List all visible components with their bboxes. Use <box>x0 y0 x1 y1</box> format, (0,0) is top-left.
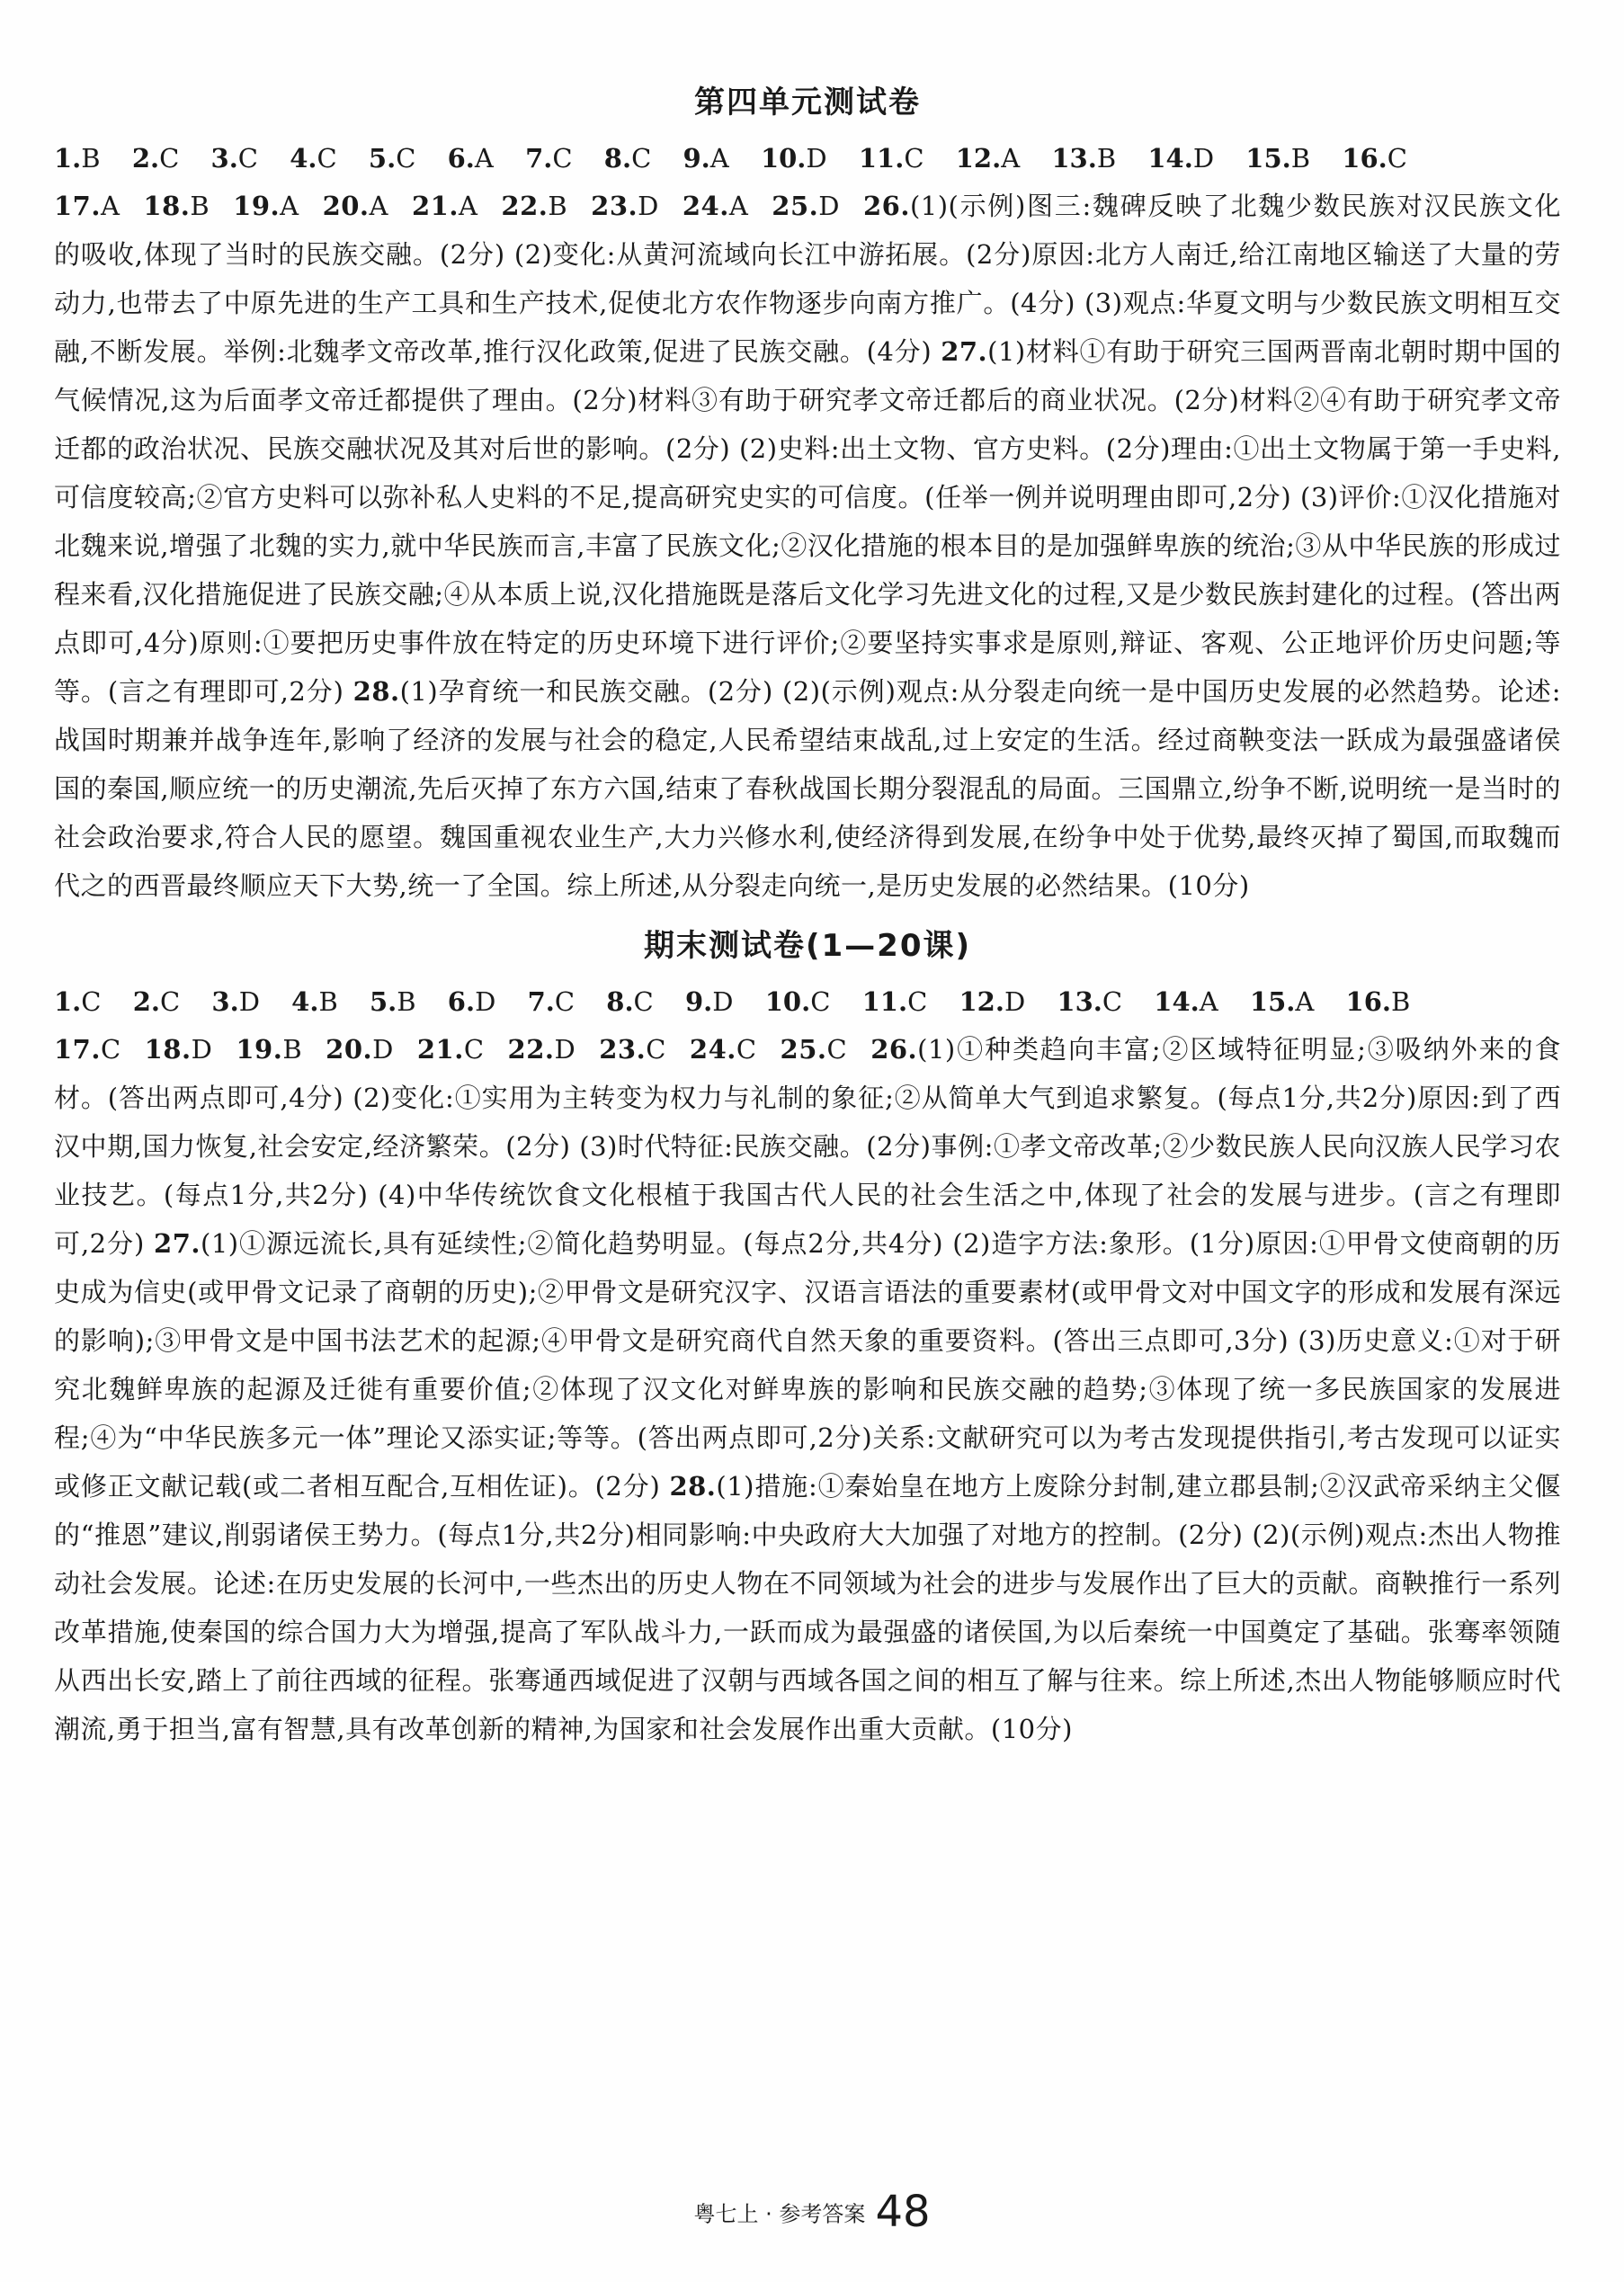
answer-text-q26: (1)(示例)图三:魏碑反映了北魏少数民族对汉民族文化的吸收,体现了当时的民族交融。(2分) (2)变化:从黄河流域向长江中游拓展。(2分)原因:北方人南迁,给江南地区输送了大量的劳动力,也带去了中原先进的生产工具和生产技术,促使北方农作物逐步向南方推广。(4分) (3)观点:华夏文明与少数民族文明相互交融,不断发展。举例:北魏孝文帝改革,推行汉化政策,促进了民族交融。(4分) <box>54 191 1561 367</box>
mc-answer: 12.A <box>955 143 1021 174</box>
mc-answer: 22.D <box>507 1034 576 1065</box>
mc-answer: 5.B <box>369 986 416 1017</box>
answers-final-body <box>54 1025 1561 1753</box>
mc-answer: 6.A <box>447 143 494 174</box>
mc-answer: 1.B <box>54 143 101 174</box>
mc-answer: 21.A <box>411 191 478 221</box>
mc-answer: 21.C <box>416 1034 485 1065</box>
section-title-unit4: 第四单元测试卷 <box>694 85 921 120</box>
mc-answer: 3.C <box>210 143 258 174</box>
mc-answer: 15.A <box>1249 986 1315 1017</box>
mc-answer: 10.D <box>760 143 827 174</box>
mc-answer: 19.B <box>236 1034 303 1065</box>
footer-label: 粤七上 · 参考答案 <box>693 2201 866 2227</box>
mc-answer: 16.C <box>1342 143 1407 174</box>
answer-text-q26: (1)①种类趋向丰富;②区域特征明显;③吸纳外来的食材。(答出两点即可,4分) (2)变化:①实用为主转变为权力与礼制的象征;②从简单大气到追求繁复。(每点1分,共2分)原因:到了西汉中期,国力恢复,社会安定,经济繁荣。(2分) (3)时代特征:民族交融。(2分)事例:①孝文帝改革;②少数民族人民向汉族人民学习农业技艺。(每点1分,共2分) (4)中华传统饮食文化根植于我国古代人民的社会生活之中,体现了社会的发展与进步。(言之有理即可,2分) <box>54 1034 1561 1259</box>
mc-answer: 13.B <box>1051 143 1117 174</box>
mc-answer: 11.C <box>858 143 924 174</box>
mc-answer: 15.B <box>1245 143 1311 174</box>
question-number: 27. <box>154 1228 201 1259</box>
mc-answer: 24.A <box>682 191 749 221</box>
page-footer <box>0 2187 1624 2237</box>
mc-answer: 25.D <box>772 191 840 221</box>
mc-answer: 1.C <box>54 986 102 1017</box>
mc-answer: 9.A <box>683 143 729 174</box>
mc-answer: 23.D <box>591 191 659 221</box>
mc-answer: 17.C <box>54 1034 121 1065</box>
mc-answers-unit4-row1 <box>54 135 1561 182</box>
mc-answer: 18.B <box>143 191 210 221</box>
answer-block-unit4 <box>54 182 1561 910</box>
mc-answer: 2.C <box>131 143 180 174</box>
mc-answer: 17.A <box>54 191 120 221</box>
mc-answer: 23.C <box>599 1034 666 1065</box>
mc-answer: 7.C <box>527 986 576 1017</box>
mc-answer: 3.D <box>211 986 260 1017</box>
mc-answer: 6.D <box>447 986 496 1017</box>
answer-text-q27: (1)材料①有助于研究三国两晋南北朝时期中国的气候情况,这为后面孝文帝迁都提供了理由。(2分)材料③有助于研究孝文帝迁都后的商业状况。(2分)材料②④有助于研究孝文帝迁都的政治状况、民族交融状况及其对后世的影响。(2分) (2)史料:出土文物、官方史料。(2分)理由:①出土文物属于第一手史料,可信度较高;②官方史料可以弥补私人史料的不足,提高研究史实的可信度。(任举一例并说明理由即可,2分) (3)评价:①汉化措施对北魏来说,增强了北魏的实力,就中华民族而言,丰富了民族文化;②汉化措施的根本目的是加强鲜卑族的统治;③从中华民族的形成过程来看,汉化措施促进了民族交融;④从本质上说,汉化措施既是落后文化学习先进文化的过程,又是少数民族封建化的过程。(答出两点即可,4分)原则:①要把历史事件放在特定的历史环境下进行评价;②要坚持实事求是原则,辩证、客观、公正地评价历史问题;等等。(言之有理即可,2分) <box>54 336 1561 707</box>
answer-text-q28: (1)措施:①秦始皇在地方上废除分封制,建立郡县制;②汉武帝采纳主父偃的“推恩”建议,削弱诸侯王势力。(每点1分,共2分)相同影响:中央政府大大加强了对地方的控制。(2分) (2)(示例)观点:杰出人物推动社会发展。论述:在历史发展的长河中,一些杰出的历史人物在不同领域为社会的进步与发展作出了巨大的贡献。商鞅推行一系列改革措施,使秦国的综合国力大为增强,提高了军队战斗力,一跃而成为最强盛的诸侯国,为以后秦统一中国奠定了基础。张骞率领随从西出长安,踏上了前往西域的征程。张骞通西域促进了汉朝与西域各国之间的相互了解与往来。综上所述,杰出人物能够顺应时代潮流,勇于担当,富有智慧,具有改革创新的精神,为国家和社会发展作出重大贡献。(10分) <box>54 1471 1562 1744</box>
answer-text-q28: (1)孕育统一和民族交融。(2分) (2)(示例)观点:从分裂走向统一是中国历史发展的必然趋势。论述:战国时期兼并战争连年,影响了经济的发展与社会的稳定,人民希望结束战乱,过上安定的生活。经过商鞅变法一跃成为最强盛诸侯国的秦国,顺应统一的历史潮流,先后灭掉了东方六国,结束了春秋战国长期分裂混乱的局面。三国鼎立,纷争不断,说明统一是当时的社会政治要求,符合人民的愿望。魏国重视农业生产,大力兴修水利,使经济得到发展,在纷争中处于优势,最终灭掉了蜀国,而取魏而代之的西晋最终顺应天下大势,统一了全国。综上所述,从分裂走向统一,是历史发展的必然结果。(10分) <box>54 676 1562 901</box>
mc-answer: 2.C <box>132 986 181 1017</box>
mc-answers-final-row1 <box>54 978 1561 1025</box>
answer-block-final <box>54 1025 1561 1753</box>
mc-answer: 7.C <box>525 143 573 174</box>
mc-answer: 14.D <box>1147 143 1215 174</box>
answers-unit4-body <box>54 182 1561 910</box>
mc-answer: 19.A <box>233 191 299 221</box>
answer-text-q27: (1)①源远流长,具有延续性;②简化趋势明显。(每点2分,共4分) (2)造字方法:象形。(1分)原因:①甲骨文使商朝的历史成为信史(或甲骨文记录了商朝的历史);②甲骨文是研究汉字、汉语言语法的重要素材(或甲骨文对中国文字的形成和发展有深远的影响);③甲骨文是中国书法艺术的起源;④甲骨文是研究商代自然天象的重要资料。(答出三点即可,3分) (3)历史意义:①对于研究北魏鲜卑族的起源及迁徙有重要价值;②体现了汉文化对鲜卑族的影响和民族交融的趋势;③体现了统一多民族国家的发展进程;④为“中华民族多元一体”理论又添实证;等等。(答出两点即可,2分)关系:文献研究可以为考古发现提供指引,考古发现可以证实或修正文献记载(或二者相互配合,互相佐证)。(2分) <box>54 1228 1562 1502</box>
mc-answer: 20.D <box>326 1034 394 1065</box>
mc-answer: 10.C <box>764 986 831 1017</box>
mc-answer: 5.C <box>368 143 416 174</box>
mc-answer: 20.A <box>322 191 388 221</box>
mc-answer: 11.C <box>861 986 928 1017</box>
mc-answer: 24.C <box>689 1034 757 1065</box>
question-number: 28. <box>352 676 400 707</box>
mc-answer: 25.C <box>780 1034 848 1065</box>
question-number: 26. <box>863 191 910 221</box>
mc-answer: 22.B <box>501 191 568 221</box>
question-number: 27. <box>941 336 988 367</box>
mc-answer: 8.C <box>603 143 652 174</box>
question-number: 26. <box>870 1034 918 1065</box>
section-title-final-exam: 期末测试卷(1—20课) <box>643 928 972 964</box>
mc-answer: 9.D <box>684 986 734 1017</box>
mc-answer: 12.D <box>959 986 1026 1017</box>
mc-answer: 16.B <box>1345 986 1411 1017</box>
mc-answer: 14.A <box>1154 986 1218 1017</box>
mc-answer: 18.D <box>144 1034 213 1065</box>
page-number: 48 <box>875 2187 931 2237</box>
mc-answer: 4.B <box>291 986 338 1017</box>
mc-answer: 8.C <box>606 986 654 1017</box>
question-number: 28. <box>669 1471 717 1502</box>
mc-answer: 13.C <box>1057 986 1123 1017</box>
mc-answer: 4.C <box>290 143 337 174</box>
